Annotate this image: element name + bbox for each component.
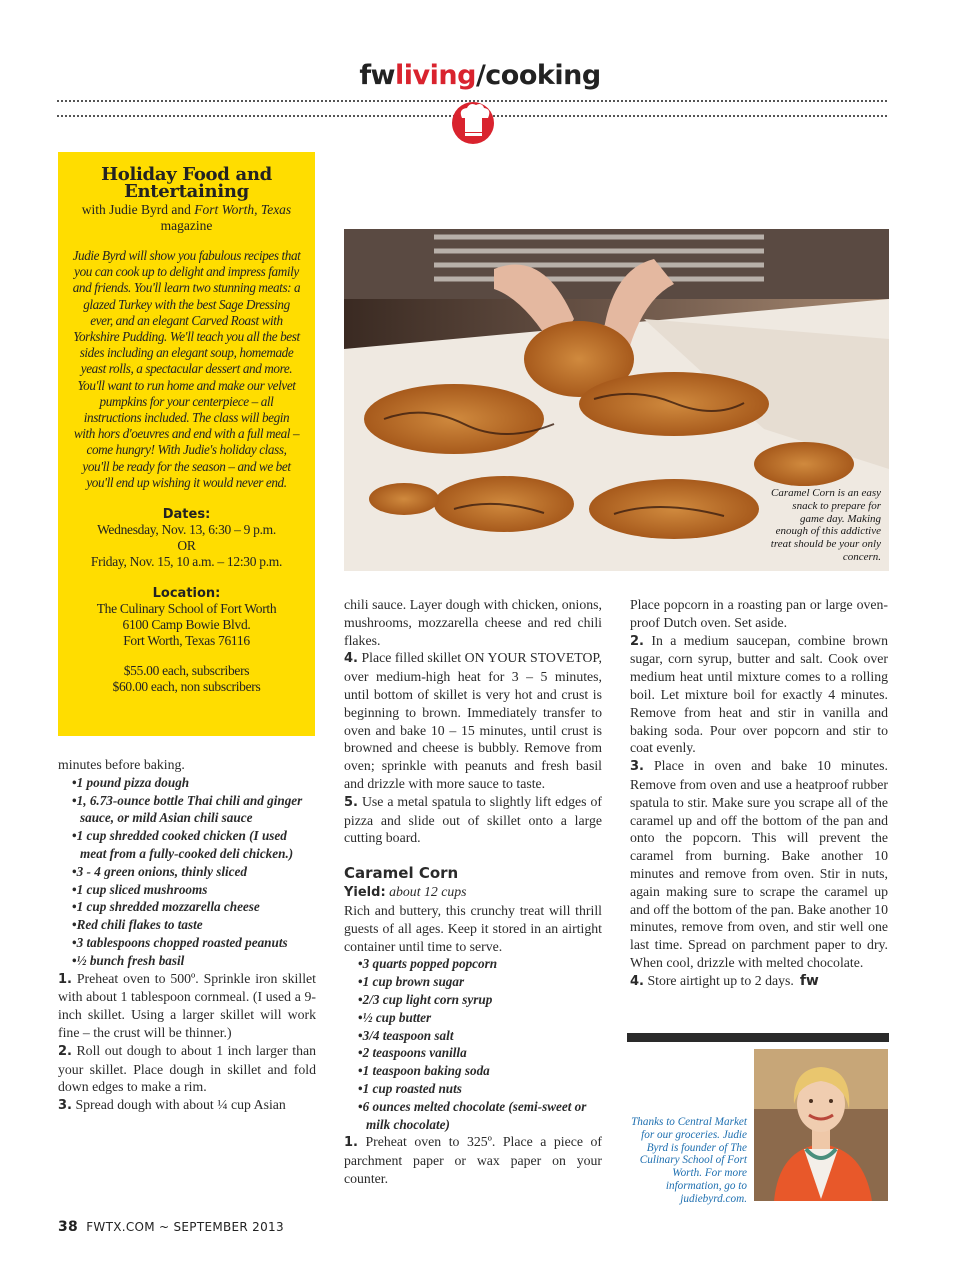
caramel-intro: Rich and buttery, this crunchy treat will thrill guests of all ages. Keep it stored in an airtight container until time to serve. [344,902,602,954]
step-text: Preheat oven to 325º. Place a piece of parchment paper or wax paper on your counter. [344,1134,602,1186]
event-sidebar [58,152,315,736]
caramel-step-2 [630,632,888,758]
column-1 [58,756,316,1115]
ingredient-item: • 1 pound pizza dough [58,774,316,792]
step-number: 2. [630,633,644,649]
location-line-1: The Culinary School of Fort Worth [96,601,277,617]
step-number: 1. [344,1135,358,1151]
price-subscribers: $55.00 each, subscribers [123,663,250,679]
step-number: 3. [630,759,644,775]
section-title [0,60,960,91]
caramel-corn-photo [344,229,889,571]
ingredient-item: • ½ bunch fresh basil [58,952,316,970]
caramel-step-1-continued: Place popcorn in a roasting pan or large oven-proof Dutch oven. Set aside. [630,597,888,630]
date-1: Wednesday, Nov. 13, 6:30 – 9 p.m. [97,522,276,538]
pizza-step-5 [344,793,602,847]
sidebar-title: Holiday Food and Entertaining [101,164,272,202]
caramel-ingredients [344,955,602,1133]
pizza-step-2 [58,1042,316,1096]
ingredient-item: • ½ cup butter [344,1009,602,1027]
section-title-cooking: /cooking [475,60,601,91]
location-line-3: Fort Worth, Texas 76116 [123,633,250,649]
step-number: 5. [344,794,358,810]
ingredient-item: • 1 teaspoon baking soda [344,1062,602,1080]
step-number: 4. [344,651,358,667]
thanks-divider [627,1033,889,1042]
yield-value: about 12 cups [389,884,467,900]
step-text: Store airtight up to 2 days. [647,972,794,988]
ingredient-item: • 3 quarts popped popcorn [344,955,602,973]
column-3 [630,596,888,991]
ingredient-item: • 1 cup shredded cooked chicken (I used meat from a fully-cooked deli chicken.) [58,827,316,863]
step-text: Spread dough with about ¼ cup Asian [75,1097,286,1113]
step-number: 3. [58,1098,72,1114]
photo-caption: Caramel Corn is an easy snack to prepare for game day. Making enough of this addictive treat should be your only concern. [770,487,881,563]
step-text: Use a metal spatula to slightly lift edges of pizza and slide out of skillet onto a large cutting board. [344,793,602,846]
caramel-step-4 [630,972,888,991]
step-number: 4. [630,973,644,989]
caramel-step-1 [344,1133,602,1187]
section-title-living: living [395,60,476,91]
sidebar-subtitle-prefix: with Judie Byrd and [81,202,195,217]
ingredient-item: • 3/4 teaspoon salt [344,1027,602,1045]
pizza-intro: minutes before baking. [58,757,185,772]
dates-heading: Dates: [162,507,211,523]
caramel-corn-title: Caramel Corn [344,864,459,883]
footer-text: FWTX.COM ~ SEPTEMBER 2013 [86,1220,284,1234]
sidebar-body: Judie Byrd will show you fabulous recipes that you can cook up to delight and impress family and friends. You'll learn two stunning meats: a glazed Turkey with the best Sage Dressing ever, and an elegant Carved Roast with Yorkshire Pudding. We'll teach you all the best sides including an elegant soup, homemade yeast rolls, a spectacular dessert and more. You'll want to run home and make our velvet pumpkins for your centerpiece – all instructions included. The class will begin with hors d'oeuvres and end with a full meal – come hungry! With Judie's holiday class, you'll be ready for the season – and we bet you'll end up wishing it would never end. [72,248,301,490]
section-title-fw: fw [359,60,396,91]
ingredient-item: • 2/3 cup light corn syrup [344,991,602,1009]
date-or: OR [177,538,196,554]
step-text: Preheat oven to 500º. Sprinkle iron skillet with about 1 tablespoon cornmeal. (I used a 9-inch skillet. Using a larger skillet will work fine – the crust will be thinner.) [58,970,316,1040]
yield-label: Yield: [344,885,386,901]
step-number: 2. [58,1043,72,1059]
location-line-2: 6100 Camp Bowie Blvd. [122,617,251,633]
chef-hat-icon [447,98,499,144]
ingredient-item: • 1 cup roasted nuts [344,1080,602,1098]
ingredient-item: • 1 cup shredded mozzarella cheese [58,898,316,916]
date-2: Friday, Nov. 15, 10 a.m. – 12:30 p.m. [90,554,283,570]
column-2 [344,596,602,1188]
sidebar-subtitle-suffix: magazine [160,218,213,233]
pizza-ingredients [58,774,316,970]
ingredient-item: • 1, 6.73-ounce bottle Thai chili and ginger sauce, or mild Asian chili sauce [58,792,316,828]
pizza-step-3 [58,1096,316,1115]
ingredient-item: • 6 ounces melted chocolate (semi-sweet or milk chocolate) [344,1098,602,1134]
caramel-yield [344,883,602,902]
step-text: Roll out dough to about 1 inch larger than your skillet. Place dough in skillet and fold down edges to make a rim. [58,1042,316,1095]
ingredient-item: • 1 cup brown sugar [344,973,602,991]
ingredient-item: • 1 cup sliced mushrooms [58,881,316,899]
pizza-step-4 [344,649,602,792]
page-footer [58,1219,284,1235]
sidebar-subtitle-magazine: Fort Worth, Texas [194,202,292,217]
price-non-subscribers: $60.00 each, non subscribers [112,679,261,695]
step-text: In a medium saucepan, combine brown sugar, corn syrup, butter and salt. Cook over medium heat until mixture comes to a rolling boil. Let mixture boil for exactly 4 minutes. Remove from heat and stir in vanilla and baking soda. Pour over popcorn and stir to coat evenly. [630,632,888,756]
ingredient-item: • 3 tablespoons chopped roasted peanuts [58,934,316,952]
ingredient-item: • 3 - 4 green onions, thinly sliced [58,863,316,881]
pizza-step-3-continued: chili sauce. Layer dough with chicken, onions, mushrooms, mozzarella cheese and red chili flakes. [344,597,602,648]
caramel-step-3 [630,757,888,972]
thanks-note: Thanks to Central Market for our groceries. Judie Byrd is founder of The Culinary School of Fort Worth. For more information, go to judiebyrd.com. [631,1116,747,1205]
step-text: Place filled skillet ON YOUR STOVETOP, over medium-high heat for 3 – 5 minutes, until bottom of skillet is very hot and crust is beginning to brown. Immediately transfer to oven and bake 10 – 15 minutes, until crust is browned and cheese is bubbly. Remove from oven; sprinkle with peanuts and fresh basil and drizzle with more sauce to taste. [344,650,603,791]
end-mark: fw [799,972,819,989]
step-text: Place in oven and bake 10 minutes. Remove from oven and use a heatproof rubber spatula to stir. Make sure you scrape all of the caramel up and off the bottom of the pan and onto the popcorn. This will prevent the caramel from burning. Bake another 10 minutes and remove from oven. Stir in nuts, again making sure to scrape the caramel up and off the bottom of the pan. Bake another 10 minutes, remove from oven, and stir well one last time. Spread on parchment paper to dry. When cool, drizzle with melted chocolate. [630,758,889,970]
step-number: 1. [58,971,72,987]
location-heading: Location: [152,586,221,602]
ingredient-item: • Red chili flakes to taste [58,916,316,934]
judie-byrd-portrait [754,1049,888,1201]
sidebar-subtitle [72,202,301,234]
pizza-step-1 [58,970,316,1042]
page-number: 38 [58,1219,79,1235]
ingredient-item: • 2 teaspoons vanilla [344,1044,602,1062]
